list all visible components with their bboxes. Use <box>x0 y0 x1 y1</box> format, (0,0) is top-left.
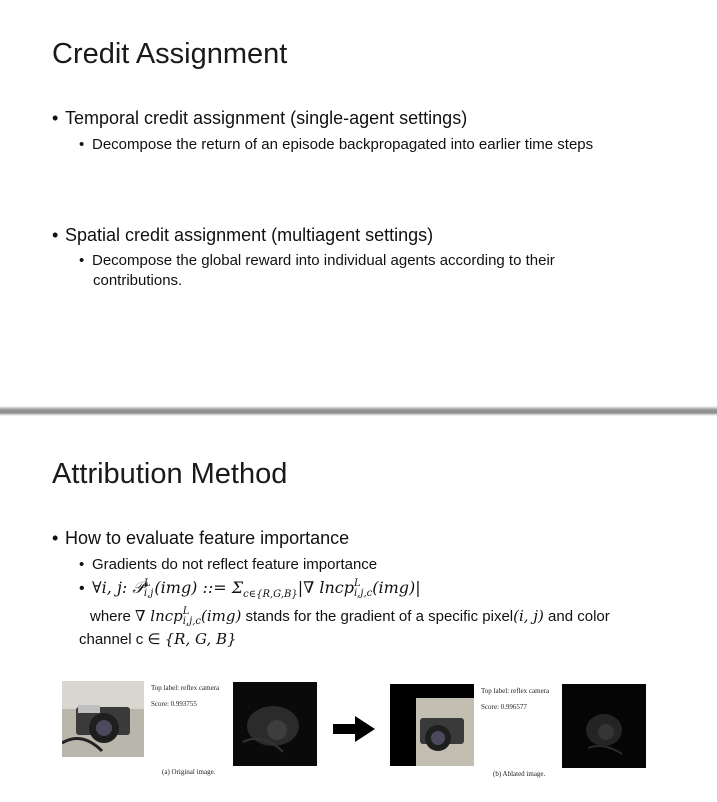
bullet-dot: • <box>52 108 59 128</box>
where-text: stands for the gradient of a specific pixel <box>241 608 514 625</box>
sub-bullet-text-line1: Decompose the global reward into individual agents according to their <box>92 252 555 269</box>
left-top-label: Top label: reflex camera <box>151 684 220 692</box>
slide-attribution-method <box>0 416 717 802</box>
formula-sum-sub: c∈{R,G,B} <box>243 589 298 600</box>
where-prefix: where <box>90 608 136 625</box>
sub-bullet-text: Gradients do not reflect feature importance <box>92 556 378 573</box>
right-caption: (b) Ablated image. <box>493 770 546 778</box>
bullet-text: How to evaluate feature importance <box>65 528 350 548</box>
where-tail: and color <box>543 608 610 625</box>
original-attribution-map <box>233 682 317 766</box>
slide-divider <box>0 406 717 416</box>
formula-lhs-sub: i,j <box>143 587 154 599</box>
where-math: ∇ lncp <box>135 607 183 625</box>
right-top-label: Top label: reflex camera <box>481 687 550 695</box>
channel-set: {R, G, B} <box>164 630 237 648</box>
channel-line <box>79 629 237 650</box>
formula-lhs-rest: (img) ::= Σ <box>154 578 244 597</box>
bullet-dot: • <box>79 252 85 269</box>
ablated-attribution-map <box>562 684 646 768</box>
where-math-sup: L <box>182 606 190 618</box>
arrow-right-icon <box>333 716 375 742</box>
ablated-camera-image <box>390 684 474 766</box>
left-caption: (a) Original image. <box>162 768 216 776</box>
bullet-text: Temporal credit assignment (single-agent settings) <box>65 108 468 128</box>
formula-abs-open: |∇ lncp <box>297 578 354 597</box>
where-math-rest: (img) <box>201 607 242 625</box>
sub-bullet-spatial-cont: contributions. <box>93 272 183 289</box>
bullet-dot: • <box>52 225 59 245</box>
bullet-text: Spatial credit assignment (multiagent settings) <box>65 225 434 245</box>
formula-abs-sub: i,j,c <box>353 587 373 599</box>
where-math-sub: i,j,c <box>182 616 201 628</box>
right-score: Score: 0.996577 <box>481 703 527 711</box>
bullet-dot: • <box>79 580 85 597</box>
slide-title: Attribution Method <box>52 458 288 490</box>
where-line <box>90 606 610 627</box>
channel-text: channel c ∈ <box>79 631 165 648</box>
bullet-feature-importance <box>52 528 349 549</box>
formula-lhs: ∀i, j: 𝒫 <box>92 578 144 597</box>
sub-bullet-temporal <box>79 135 593 155</box>
sub-bullet-text: Decompose the return of an episode backpropagated into earlier time steps <box>92 136 594 153</box>
bullet-dot: • <box>79 556 85 573</box>
bullet-dot: • <box>52 528 59 548</box>
original-camera-image <box>62 681 144 757</box>
formula-abs-close: (img)| <box>372 578 421 597</box>
formula-abs-sup: L <box>353 577 361 589</box>
left-score: Score: 0.993755 <box>151 700 197 708</box>
slide-title: Credit Assignment <box>52 38 288 70</box>
bullet-temporal <box>52 108 467 129</box>
sub-bullet-gradients <box>79 555 377 575</box>
bullet-dot: • <box>79 136 85 153</box>
bullet-spatial <box>52 225 433 246</box>
sub-bullet-spatial <box>79 251 555 271</box>
formula-lhs-sup: L <box>143 577 151 589</box>
where-pixel: (i, j) <box>513 607 544 625</box>
formula-line <box>79 578 421 601</box>
